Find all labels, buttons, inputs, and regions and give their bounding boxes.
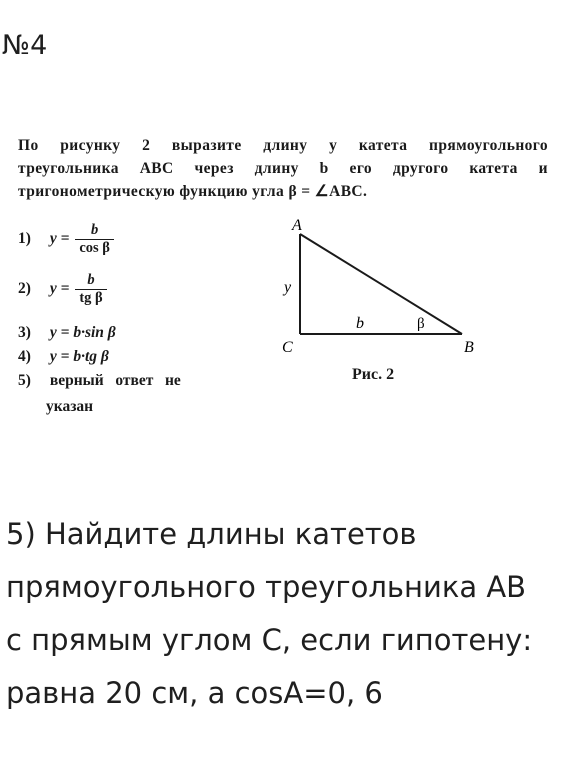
task-line: с прямым углом С, если гипотену: (6, 623, 533, 657)
fraction (75, 272, 106, 307)
side-y-label: y (284, 279, 292, 296)
answer-option-5-continued (46, 398, 93, 416)
option-text: верный ответ не (49, 372, 181, 389)
problem-line: По рисунку 2 выразите длину y катета прямоугольного (18, 137, 548, 154)
textbook-scan (0, 118, 578, 438)
fraction (75, 222, 114, 257)
vertex-c-label: C (282, 339, 293, 356)
answer-option-5 (18, 372, 181, 390)
angle-beta-label: β (417, 316, 425, 332)
option-text: y = b·sin β (49, 324, 116, 341)
problem-line: тригонометрическую функцию угла β = ∠ABC. (18, 183, 368, 200)
fraction-numerator: b (87, 272, 95, 288)
side-b-label: b (356, 315, 364, 332)
option-number: 1) (18, 230, 31, 248)
option-text: y = b·tg β (49, 348, 109, 365)
answer-option-1 (18, 222, 114, 257)
task-number-heading: №4 (2, 30, 48, 61)
option-number: 5) (18, 372, 31, 389)
task-line: равна 20 см, а cosA=0, 6 (6, 676, 383, 710)
task-line: 5) Найдите длины катетов (6, 517, 417, 551)
option-text: указан (46, 398, 94, 415)
answer-option-3 (18, 324, 116, 342)
hypotenuse (300, 234, 462, 334)
option-prefix: y = (49, 230, 70, 248)
fraction-denominator: tg β (75, 289, 106, 307)
task-line: прямоугольного треугольника АВ (6, 570, 527, 604)
problem-statement (18, 134, 548, 203)
fraction-numerator: b (91, 222, 99, 238)
vertex-b-label: B (464, 339, 474, 356)
figure-caption: Рис. 2 (352, 366, 395, 383)
option-prefix: y = (49, 280, 70, 298)
task-5-text (6, 508, 578, 720)
problem-line: треугольника ABC через длину b его другого катета и (18, 160, 548, 177)
answer-option-2 (18, 272, 107, 307)
answer-option-4 (18, 348, 109, 366)
option-number: 2) (18, 280, 31, 298)
vertex-a-label: A (292, 217, 302, 234)
option-number: 4) (18, 348, 31, 365)
fraction-denominator: cos β (75, 239, 114, 257)
option-number: 3) (18, 324, 31, 341)
triangle-figure (270, 216, 490, 356)
